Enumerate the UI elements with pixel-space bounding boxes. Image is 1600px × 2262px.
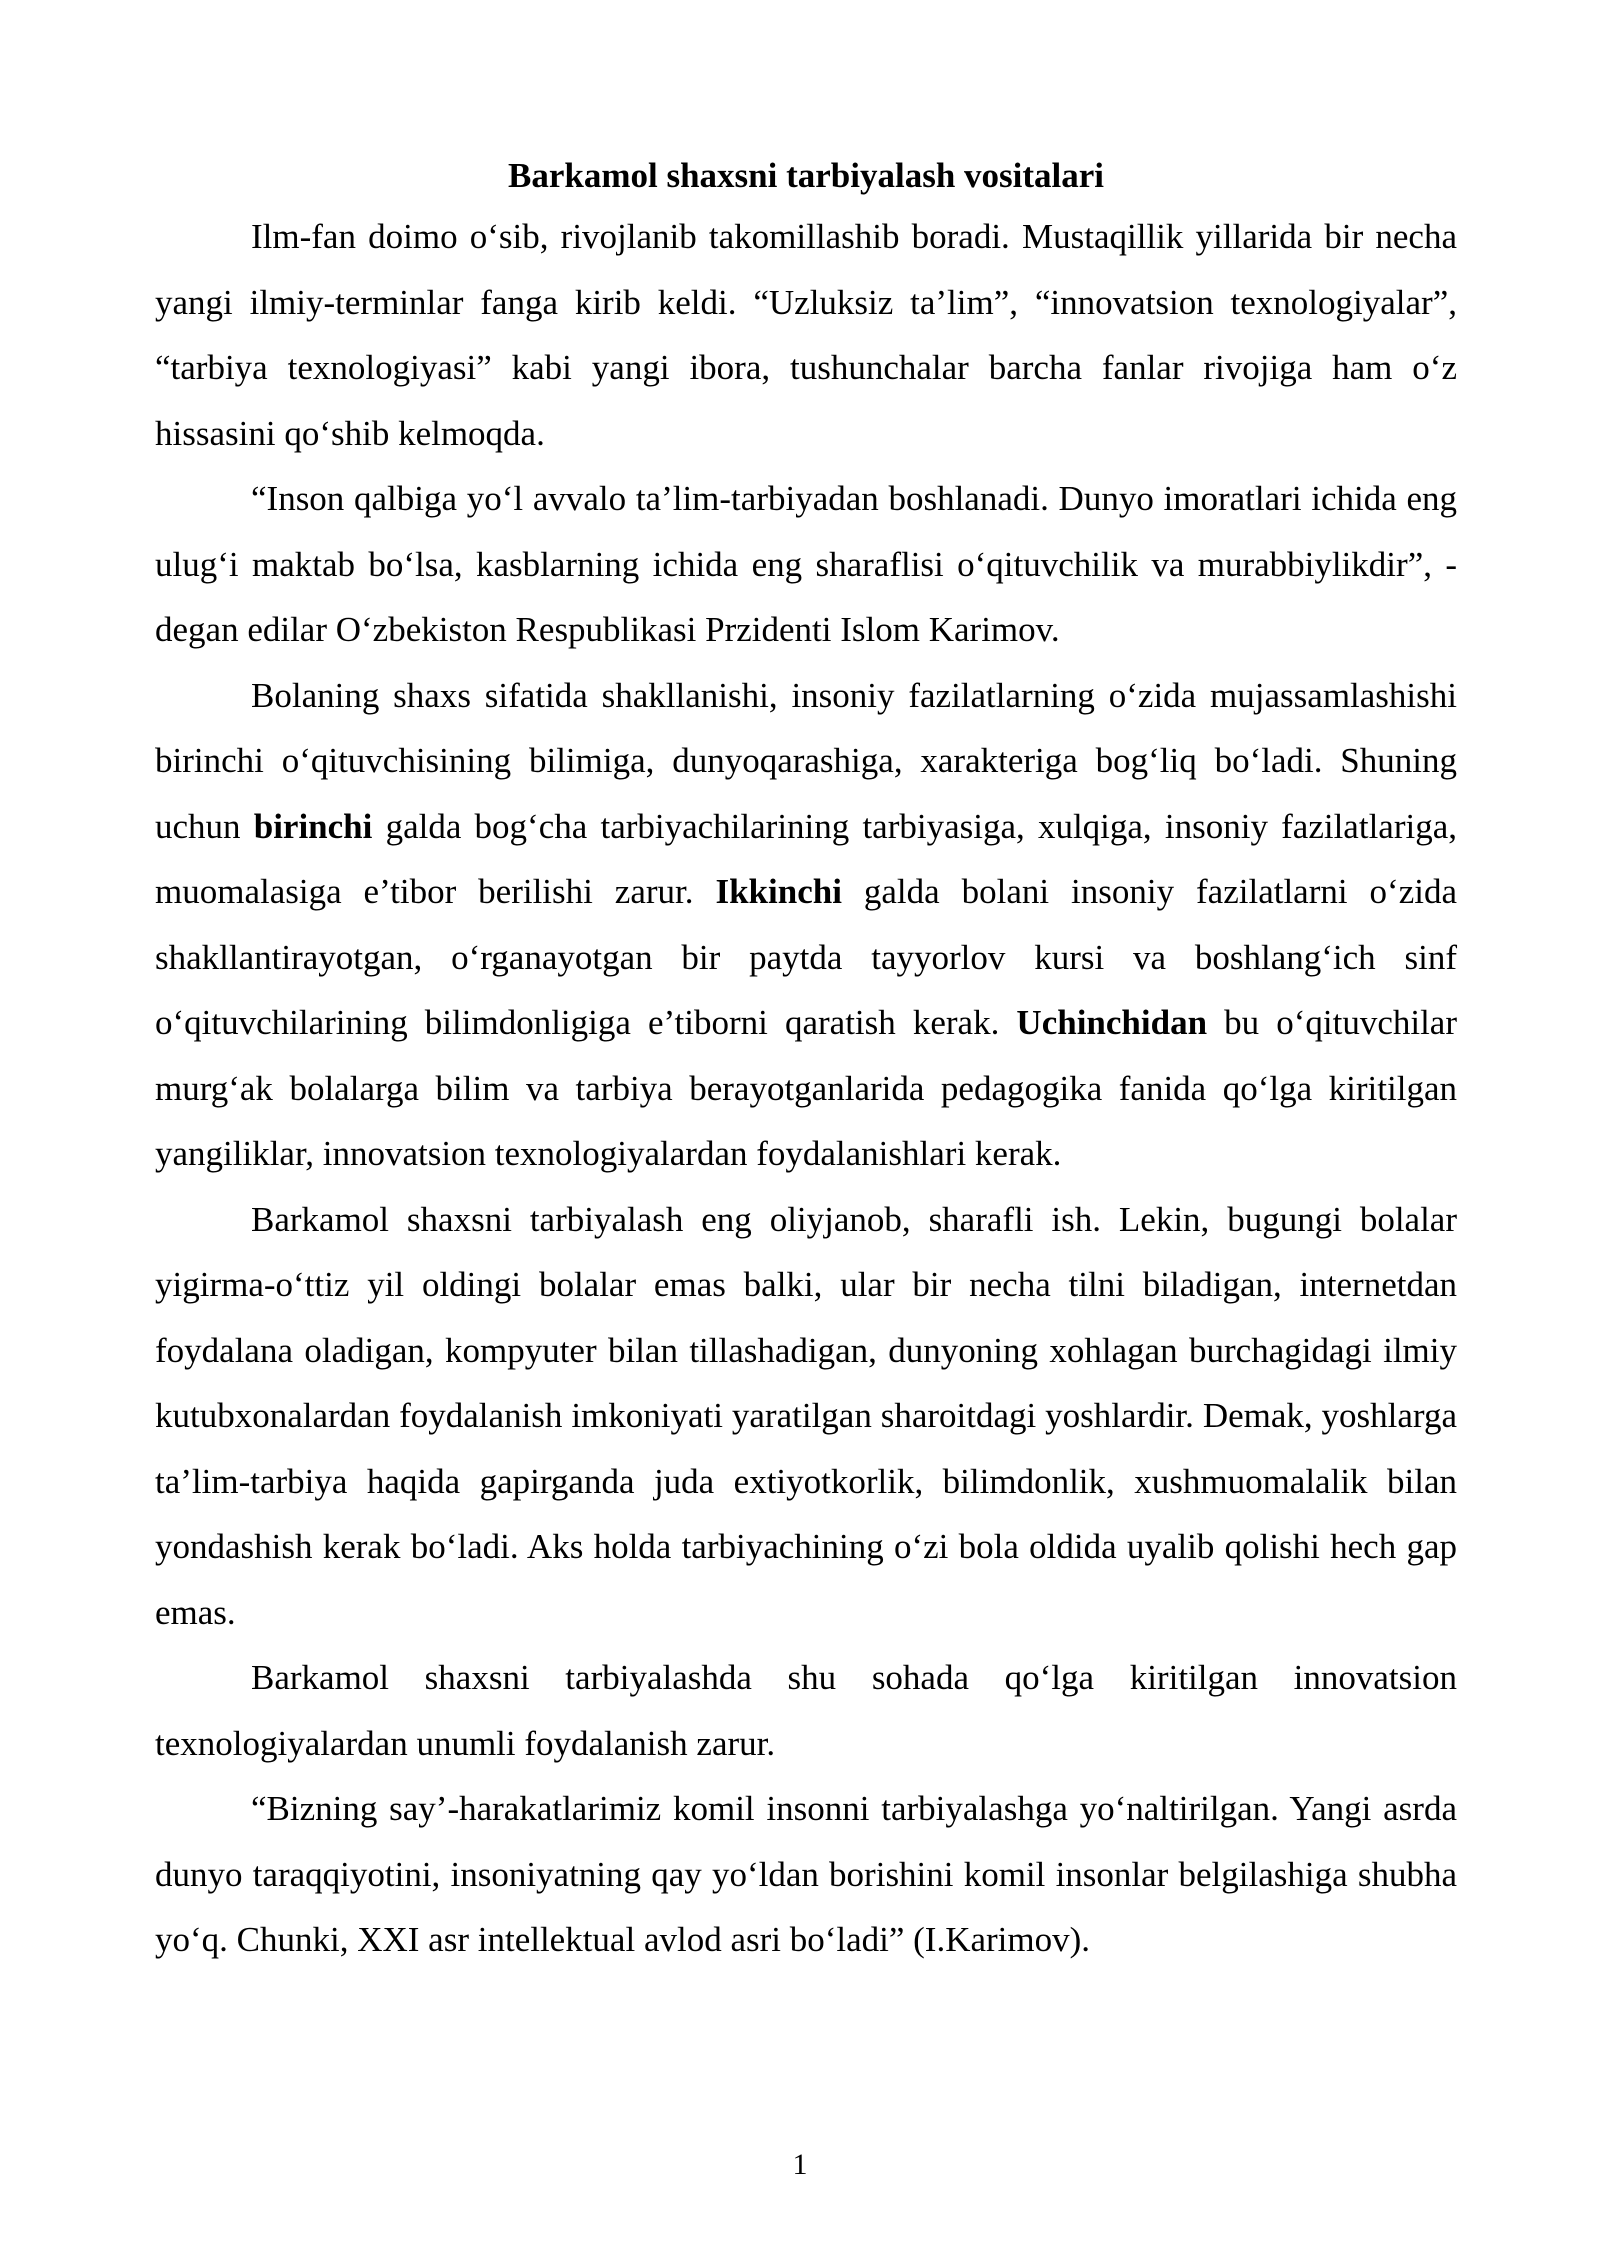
text-run: galda bolani insoniy fazilatlarni o‘zida shakllantirayotgan, o‘rganayotgan bir paytda tayyorlov kursi va boshlang‘ich sinf o‘qituvchilarining bilimdonligiga e’tiborni qaratish kerak. [155,872,1457,1042]
text-run: galda bog‘cha tarbiyachilarining tarbiyasiga, xulqiga, insoniy fazilatlariga, muomalasiga e’tibor berilishi zarur. [155,806,1457,911]
text-run: Ilm-fan doimo o‘sib, rivojlanib takomillashib boradi. Mustaqillik yillarida bir necha yangi ilmiy-terminlar fanga kirib keldi. “Uzluksiz ta’lim”, “innovatsion texnologiyalar”, “tarbiya texnologiyasi” kabi yangi ibora, tushunchalar barcha fanlar rivojiga ham o‘z hissasini qo‘shib kelmoqda. [155,217,1457,453]
paragraph [155,1645,1457,1776]
text-run: “Bizning say’-harakatlarimiz komil insonni tarbiyalashga yo‘naltirilgan. Yangi asrda dunyo taraqqiyotini, insoniyatning qay yo‘ldan borishini komil insonlar belgilashiga shubha yo‘q. Chunki, XXI asr intellektual avlod asri bo‘ladi” (I.Karimov). [155,1789,1457,1959]
page-number: 1 [792,2148,808,2181]
paragraph [155,663,1457,1187]
document-title: Barkamol shaxsni tarbiyalash vositalari [507,156,1105,195]
paragraph [155,466,1457,663]
text-run: bu o‘qituvchilar murg‘ak bolalarga bilim va tarbiya berayotganlarida pedagogika fanida qo‘lga kiritilgan yangiliklar, innovatsion texnologiyalardan foydalanishlari kerak. [155,1003,1457,1173]
bold-term-second: Ikkinchi [715,872,842,911]
paragraph [155,1187,1457,1646]
text-run: Barkamol shaxsni tarbiyalash eng oliyjanob, sharafli ish. Lekin, bugungi bolalar yigirma-o‘ttiz yil oldingi bolalar emas balki, ular bir necha tilni biladigan, internetdan foydalana oladigan, kompyuter bilan tillashadigan, dunyoning xohlagan burchagidagi ilmiy kutubxonalardan foydalanish imkoniyati yaratilgan sharoitdagi yoshlardir. Demak, yoshlarga ta’lim-tarbiya haqida gapirganda juda extiyotkorlik, bilimdonlik, xushmuomalalik bilan yondashish kerak bo‘ladi. Aks holda tarbiyachining o‘zi bola oldida uyalib qolishi hech gap emas. [155,1199,1457,1632]
bold-term-third: Uchinchidan [1016,1003,1208,1042]
text-run: “Inson qalbiga yo‘l avvalo ta’lim-tarbiyadan boshlanadi. Dunyo imoratlari ichida eng ulug‘i maktab bo‘lsa, kasblarning ichida eng sharaflisi o‘qituvchilik va murabbiylikdir”, - degan edilar O‘zbekiston Respublikasi Przidenti Islom Karimov. [155,479,1457,649]
paragraph [155,1776,1457,1973]
text-run: Barkamol shaxsni tarbiyalashda shu sohada qo‘lga kiritilgan innovatsion texnologiyalardan unumli foydalanish zarur. [155,1658,1457,1763]
page-body [155,148,1457,1973]
paragraph [155,204,1457,466]
bold-term-first: birinchi [253,806,373,846]
text-run: Bolaning shaxs sifatida shakllanishi, insoniy fazilatlarning o‘zida mujassamlashishi birinchi o‘qituvchisining bilimiga, dunyoqarashiga, xarakteriga bog‘liq bo‘ladi. Shuning uchun [155,675,1457,846]
